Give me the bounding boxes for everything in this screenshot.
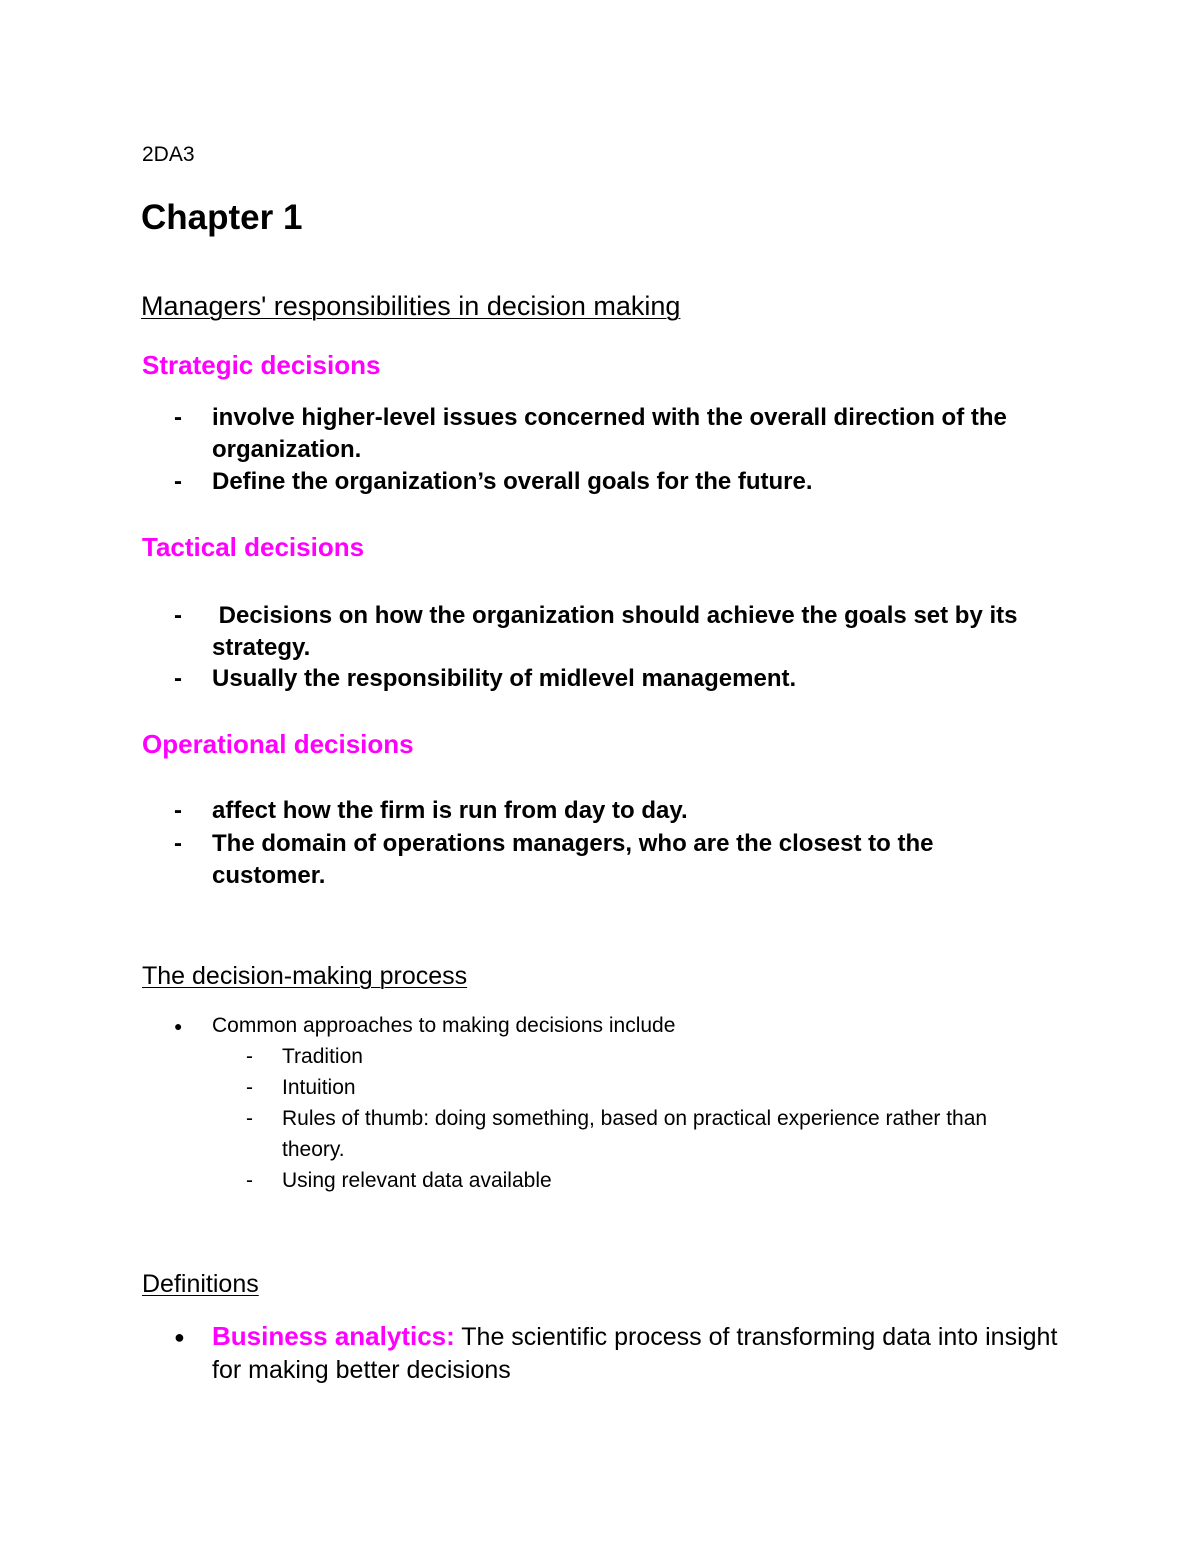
process-sub-item: [246, 1041, 1046, 1072]
course-code: 2DA3: [142, 143, 195, 166]
strategic-item-text: Define the organization’s overall goals for the future.: [212, 468, 813, 495]
dash-marker: -: [246, 1076, 253, 1099]
chapter-title: Chapter 1: [141, 198, 303, 237]
operational-item-2: [174, 828, 1024, 892]
operational-heading: Operational decisions: [142, 729, 414, 759]
process-sub-item-text: Tradition: [282, 1045, 363, 1068]
process-sub-item-text: Intuition: [282, 1076, 356, 1099]
strategic-item-text: involve higher-level issues concerned with the overall direction of the organization.: [212, 404, 1007, 463]
tactical-item-text: Decisions on how the organization should achieve the goals set by its strategy.: [212, 602, 1025, 661]
dash-marker: -: [246, 1107, 253, 1130]
strategic-item-2: [174, 466, 1064, 498]
operational-item-1: [174, 795, 1064, 827]
process-bullet: [174, 1010, 1074, 1041]
definition-item: [174, 1320, 1064, 1387]
dash-marker: -: [174, 797, 182, 824]
process-sub-item: [246, 1165, 1046, 1196]
tactical-item-2: [174, 663, 1064, 695]
dash-marker: -: [174, 468, 182, 495]
process-heading: The decision-making process: [142, 962, 468, 990]
dash-marker: -: [246, 1045, 253, 1068]
strategic-item-1: [174, 402, 1064, 466]
process-sub-item: [246, 1103, 1036, 1165]
managers-heading: Managers' responsibilities in decision making: [141, 291, 681, 321]
bullet-icon: ●: [174, 1018, 183, 1034]
definition-text: [174, 1320, 1064, 1387]
dash-marker: -: [174, 404, 182, 431]
strategic-heading: Strategic decisions: [142, 350, 381, 380]
bullet-icon: ●: [174, 1327, 185, 1347]
tactical-item-text: Usually the responsibility of midlevel management.: [212, 665, 797, 692]
tactical-item-1: [174, 600, 1064, 664]
tactical-heading: Tactical decisions: [142, 532, 365, 562]
operational-item-text: The domain of operations managers, who are the closest to the customer.: [212, 830, 934, 889]
operational-item-text: affect how the firm is run from day to day.: [212, 797, 688, 824]
definition-body: The scientific process of transforming data into insight for making better decisions: [212, 1323, 1065, 1384]
process-sub-item: [246, 1072, 1046, 1103]
definitions-heading: Definitions: [142, 1270, 259, 1298]
dash-marker: -: [174, 665, 182, 692]
process-sub-item-text: Using relevant data available: [282, 1169, 552, 1192]
definition-term: Business analytics:: [212, 1321, 455, 1351]
dash-marker: -: [174, 830, 182, 857]
process-bullet-text: Common approaches to making decisions include: [212, 1014, 676, 1037]
dash-marker: -: [174, 602, 182, 629]
process-sub-item-text: Rules of thumb: doing something, based on practical experience rather than theory.: [282, 1107, 988, 1161]
dash-marker: -: [246, 1169, 253, 1192]
